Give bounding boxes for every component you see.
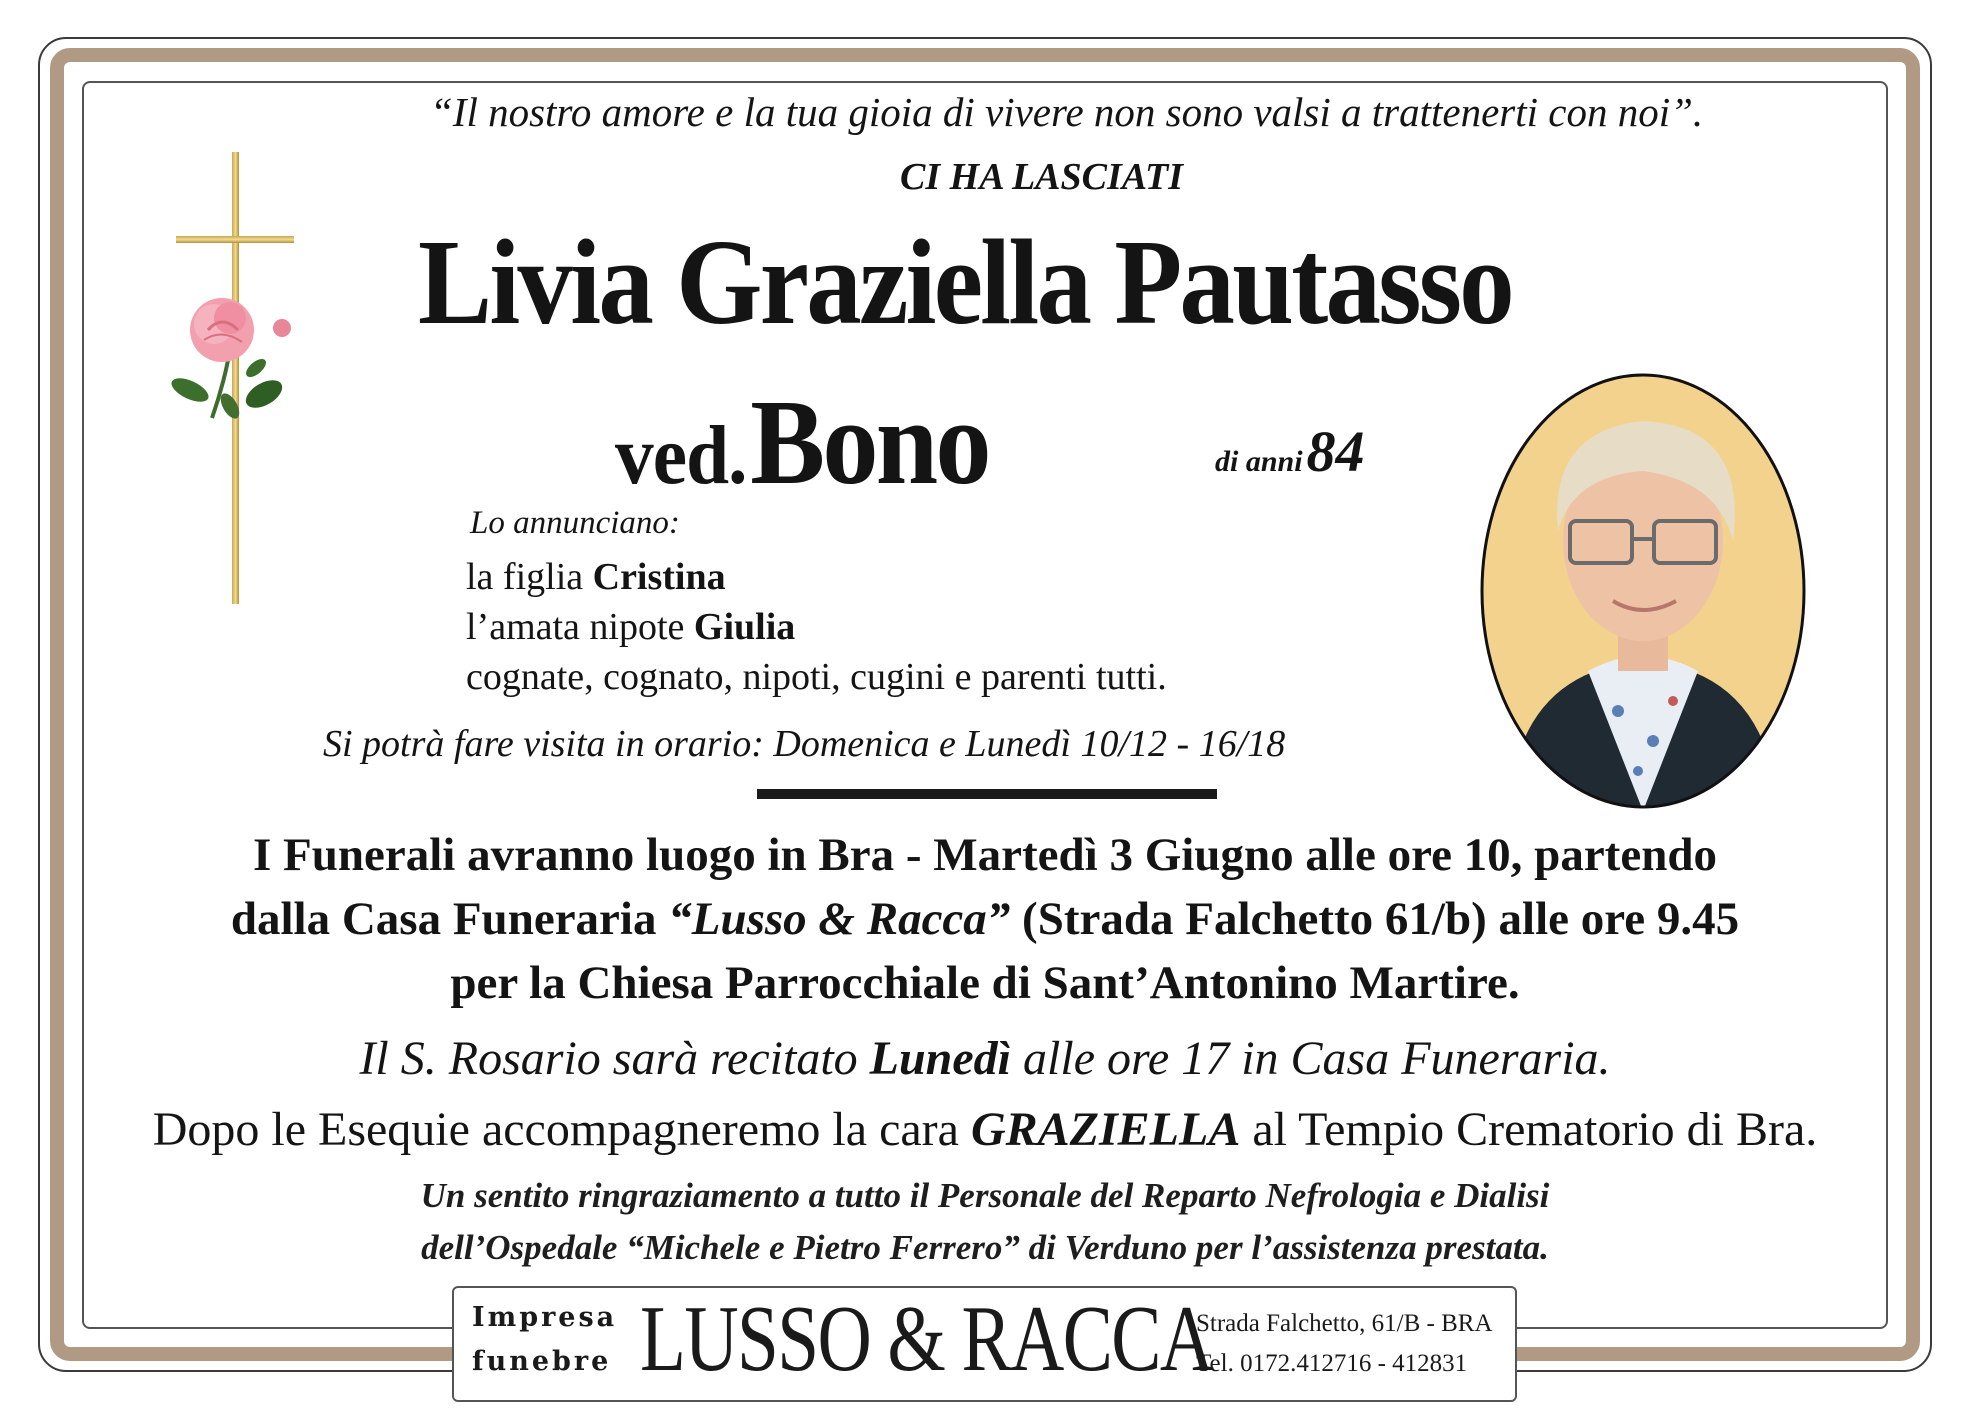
impresa-label: Impresa: [472, 1302, 618, 1333]
deceased-name: Livia Graziella Pautasso: [418, 215, 1512, 350]
family-line: [466, 555, 726, 599]
age-label: di anni: [1215, 445, 1303, 478]
age-line: [1215, 418, 1365, 485]
funeral-text: dalla Casa Funeraria: [230, 893, 669, 945]
portrait-photo: [1478, 371, 1808, 811]
rosary-text: alle ore 17 in Casa Funeraria.: [1011, 1032, 1611, 1085]
cross-icon-bar: [176, 236, 294, 243]
firm-phone: Tel. 0172.412716 - 412831: [1196, 1350, 1468, 1377]
family-line: [466, 655, 1167, 699]
funeral-line-2: [0, 892, 1970, 946]
visiting-hours: Si potrà fare visita in orario: Domenica e Lunedì 10/12 - 16/18: [323, 723, 1286, 765]
funebre-label: funebre: [472, 1346, 612, 1377]
rosary-line: [0, 1031, 1970, 1086]
widow-prefix: ved.: [615, 409, 747, 502]
funeral-text: (Strada Falchetto 61/b) alle ore 9.45: [1010, 893, 1740, 945]
cremation-text: Dopo le Esequie accompagneremo la cara: [152, 1103, 971, 1156]
funeral-line-3: per la Chiesa Parrocchiale di Sant’Antonino Martire.: [450, 957, 1520, 1009]
widow-line: [615, 375, 989, 510]
cremation-line: [0, 1102, 1970, 1157]
family-name: Giulia: [693, 606, 796, 648]
cremation-text: al Tempio Crematorio di Bra.: [1240, 1103, 1818, 1156]
announce-label: Lo annunciano:: [470, 505, 680, 541]
widow-surname: Bono: [750, 375, 989, 510]
announcement-heading: CI HA LASCIATI: [900, 156, 1184, 198]
rosary-day: Lunedì: [869, 1032, 1012, 1085]
cremation-name: GRAZIELLA: [970, 1103, 1241, 1156]
family-line: [466, 605, 795, 649]
funeral-line-1: I Funerali avranno luogo in Bra - Martedì 3 Giugno alle ore 10, partendo: [253, 829, 1717, 881]
age-value: 84: [1306, 419, 1365, 484]
rose-icon: [160, 278, 300, 428]
family-text: l’amata nipote: [466, 606, 694, 648]
firm-address: Strada Falchetto, 61/B - BRA: [1196, 1310, 1493, 1337]
divider: [757, 789, 1217, 799]
thanks-line-2: dell’Ospedale “Michele e Pietro Ferrero” di Verduno per l’assistenza prestata.: [421, 1228, 1549, 1267]
firm-name: LUSSO & RACCA: [640, 1287, 1213, 1391]
rosary-text: Il S. Rosario sarà recitato: [359, 1032, 870, 1085]
funeral-home-name: “Lusso & Racca”: [668, 893, 1011, 945]
family-text: cognate, cognato, nipoti, cugini e parenti tutti.: [466, 656, 1167, 698]
thanks-line-1: Un sentito ringraziamento a tutto il Personale del Reparto Nefrologia e Dialisi: [420, 1176, 1550, 1215]
opening-quote: “Il nostro amore e la tua gioia di vivere non sono valsi a trattenerti con noi”.: [430, 89, 1704, 135]
family-text: la figlia: [466, 556, 593, 598]
family-name: Cristina: [592, 556, 726, 598]
